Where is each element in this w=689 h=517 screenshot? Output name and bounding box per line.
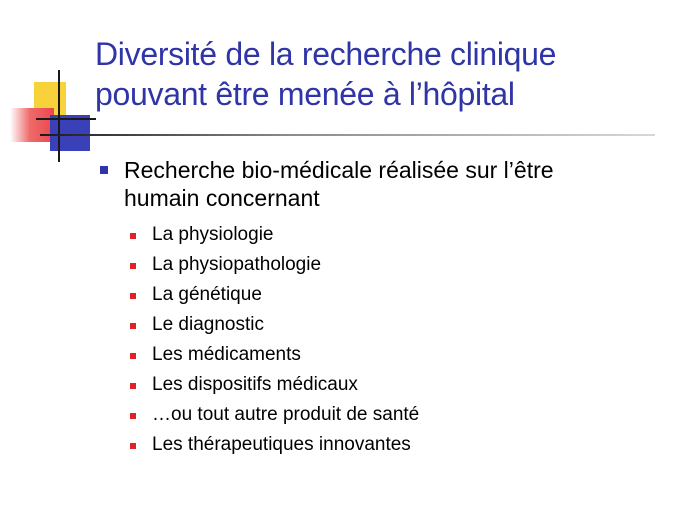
sub-bullet-item xyxy=(130,430,650,460)
sub-bullet-text: Les thérapeutiques innovantes xyxy=(152,434,411,455)
red-square-bullet-icon xyxy=(130,353,136,359)
red-square-bullet-icon xyxy=(130,383,136,389)
title-divider xyxy=(40,134,655,136)
sub-bullet-text: …ou tout autre produit de santé xyxy=(152,404,420,425)
bullet-item-text-line-1: Recherche bio-médicale réalisée sur l’être xyxy=(124,157,554,183)
sub-bullet-text: Le diagnostic xyxy=(152,314,264,335)
horizontal-line-icon xyxy=(36,118,96,120)
sub-bullet-text: Les dispositifs médicaux xyxy=(152,374,358,395)
sub-bullet-item xyxy=(130,310,650,340)
blue-square-icon xyxy=(50,115,90,151)
red-square-bullet-icon xyxy=(130,443,136,449)
sub-bullet-text: La physiologie xyxy=(152,224,274,245)
red-square-icon xyxy=(10,108,54,142)
sub-bullet-text: Les médicaments xyxy=(152,344,301,365)
sub-bullet-item xyxy=(130,370,650,400)
red-square-bullet-icon xyxy=(130,293,136,299)
sub-bullet-text: La génétique xyxy=(152,284,262,305)
bullet-item xyxy=(100,156,660,212)
red-square-bullet-icon xyxy=(130,263,136,269)
red-square-bullet-icon xyxy=(130,323,136,329)
vertical-line-icon xyxy=(58,70,60,162)
bullet-item-text-line-2: humain concernant xyxy=(124,185,320,211)
red-square-bullet-icon xyxy=(130,233,136,239)
sub-bullet-item xyxy=(130,280,650,310)
blue-square-bullet-icon xyxy=(100,166,108,174)
sub-bullet-list xyxy=(130,220,650,460)
slide-title xyxy=(95,34,680,114)
slide-title-line-1: Diversité de la recherche clinique xyxy=(95,36,557,72)
red-square-bullet-icon xyxy=(130,413,136,419)
sub-bullet-item xyxy=(130,400,650,430)
sub-bullet-item xyxy=(130,250,650,280)
sub-bullet-text: La physiopathologie xyxy=(152,254,322,275)
bullet-list xyxy=(100,156,660,212)
sub-bullet-item xyxy=(130,220,650,250)
sub-bullet-item xyxy=(130,340,650,370)
slide-title-line-2: pouvant être menée à l’hôpital xyxy=(95,76,515,112)
